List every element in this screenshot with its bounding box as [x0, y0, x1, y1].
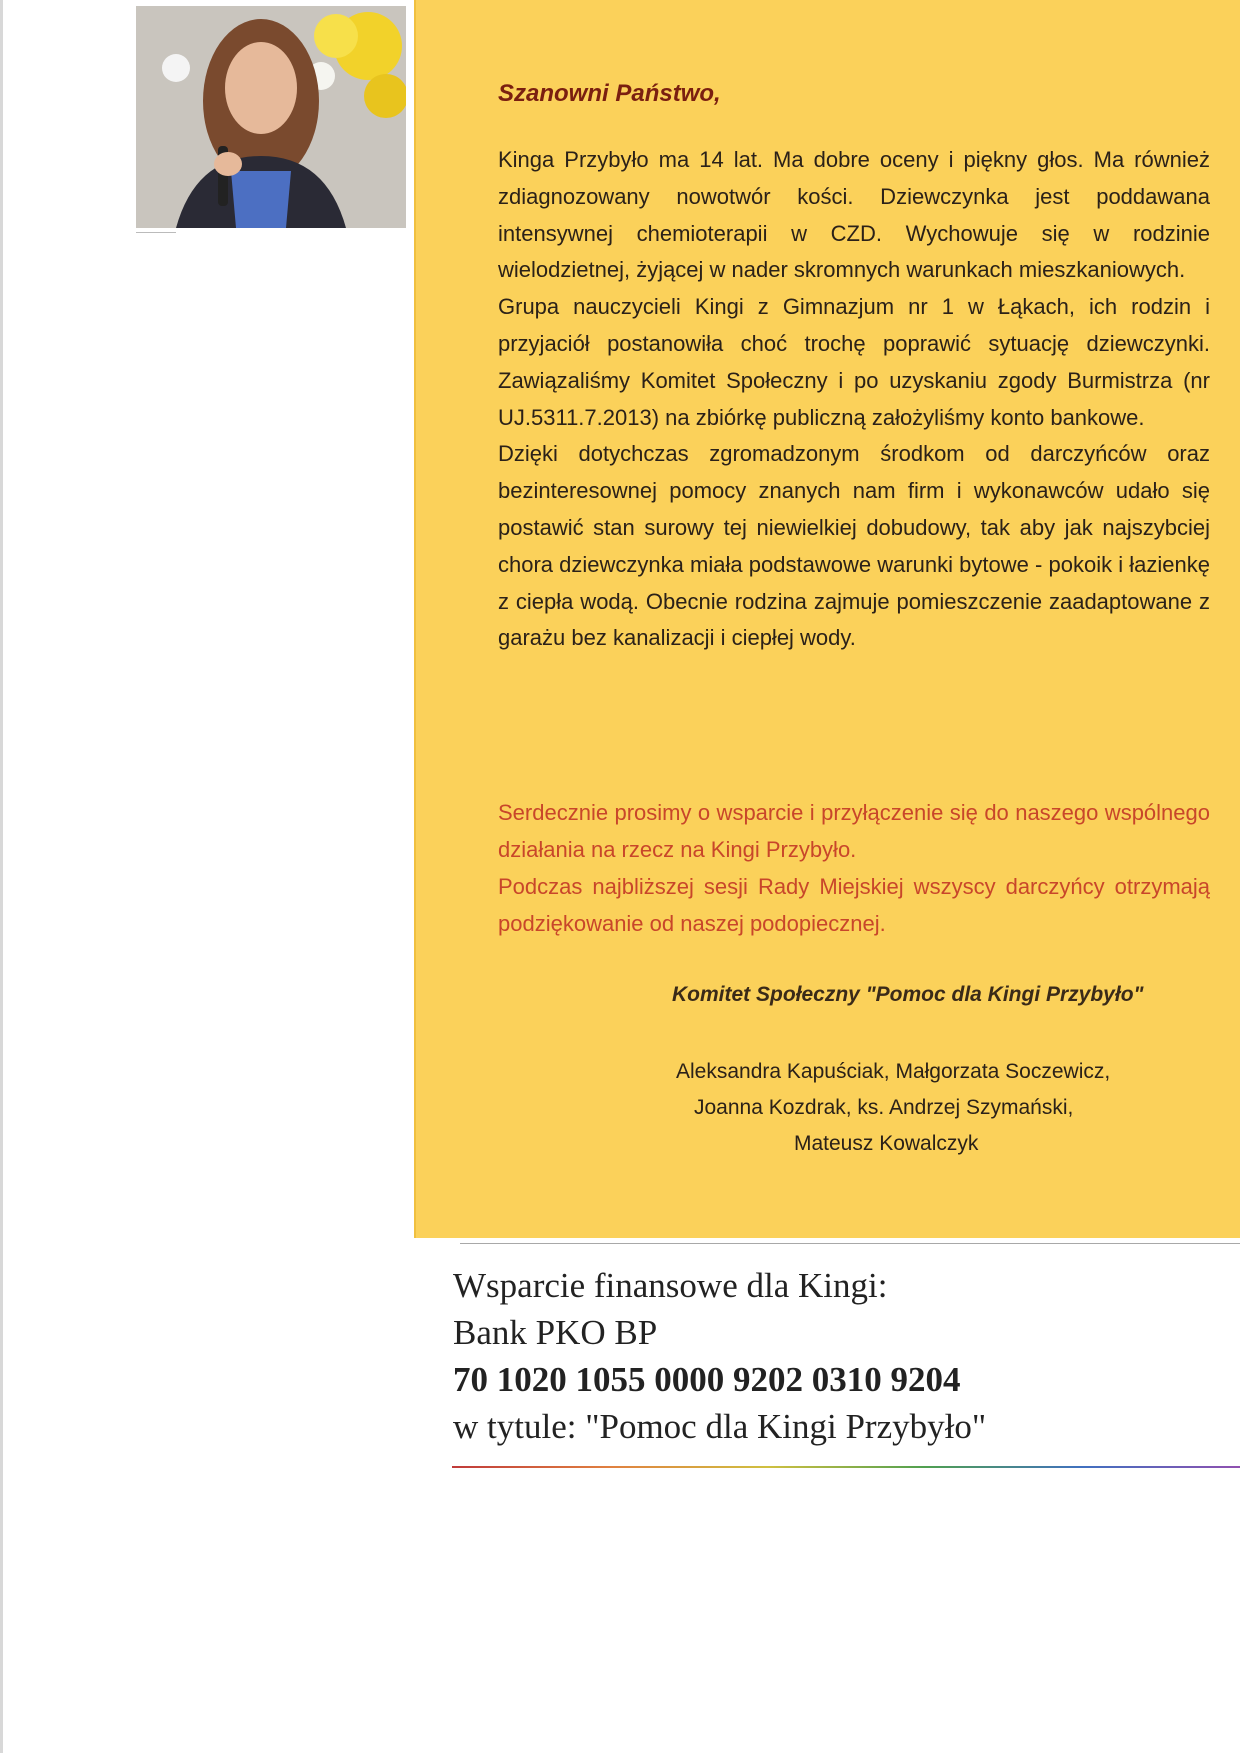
- bank-heading: Wsparcie finansowe dla Kingi:: [453, 1266, 888, 1305]
- salutation: Szanowni Państwo,: [498, 80, 721, 107]
- photo-underline: [136, 232, 176, 233]
- signatory-line: Mateusz Kowalczyk: [794, 1132, 979, 1155]
- bank-name: Bank PKO BP: [453, 1313, 658, 1352]
- appeal-block: [498, 794, 1210, 942]
- paragraph-committee: Grupa nauczycieli Kingi z Gimnazjum nr 1 w Łąkach, ich rodzin i przyjaciół postanowiła choć trochę poprawić sytuację dziewczynki. Zawiązaliśmy Komitet Społeczny i po uzyskaniu zgody Burmistrza (nr UJ.5311.7.2013) na zbiórkę publiczną założyliśmy konto bankowe.: [498, 294, 1210, 430]
- bank-details: [453, 1262, 986, 1450]
- flyer-edge: [414, 0, 416, 1238]
- girl-photo: [136, 6, 406, 228]
- signatories: [660, 1054, 1220, 1162]
- signatory-line: Joanna Kozdrak, ks. Andrzej Szymański,: [694, 1096, 1074, 1119]
- paragraph-diagnosis: Kinga Przybyło ma 14 lat. Ma dobre oceny i piękny głos. Ma również zdiagnozowany nowotwór kości. Dziewczynka jest poddawana intensywnej chemioterapii w CZD. Wychowuje się w rodzinie wielodzietnej, żyjącej w nader skromnych warunkach mieszkaniowych.: [498, 147, 1210, 283]
- color-divider: [452, 1466, 1240, 1468]
- signatory-line: Aleksandra Kapuściak, Małgorzata Soczewicz,: [676, 1060, 1111, 1083]
- divider: [460, 1243, 1240, 1244]
- paragraph-progress: Dzięki dotychczas zgromadzonym środkom od darczyńców oraz bezinteresownej pomocy znanych nam firm i wykonawców udało się postawić stan surowy tej niewielkiej dobudowy, tak aby jak najszybciej chora dziewczynka miała podstawowe warunki bytowe - pokoik i łazienkę z ciepła wodą. Obecnie rodzina zajmuje pomieszczenie zaadaptowane z garażu bez kanalizacji i ciepłej wody.: [498, 441, 1210, 651]
- scan-left-edge: [0, 0, 3, 1753]
- transfer-title: w tytule: "Pomoc dla Kingi Przybyło": [453, 1407, 987, 1446]
- letter-body: [498, 142, 1210, 657]
- committee-name: Komitet Społeczny "Pomoc dla Kingi Przybyło": [672, 983, 1144, 1006]
- account-number: 70 1020 1055 0000 9202 0310 9204: [453, 1360, 961, 1399]
- appeal-thanks: Podczas najbliższej sesji Rady Miejskiej wszyscy darczyńcy otrzymają podziękowanie od naszej podopiecznej.: [498, 874, 1210, 936]
- appeal-support: Serdecznie prosimy o wsparcie i przyłączenie się do naszego wspólnego działania na rzecz na Kingi Przybyło.: [498, 800, 1210, 862]
